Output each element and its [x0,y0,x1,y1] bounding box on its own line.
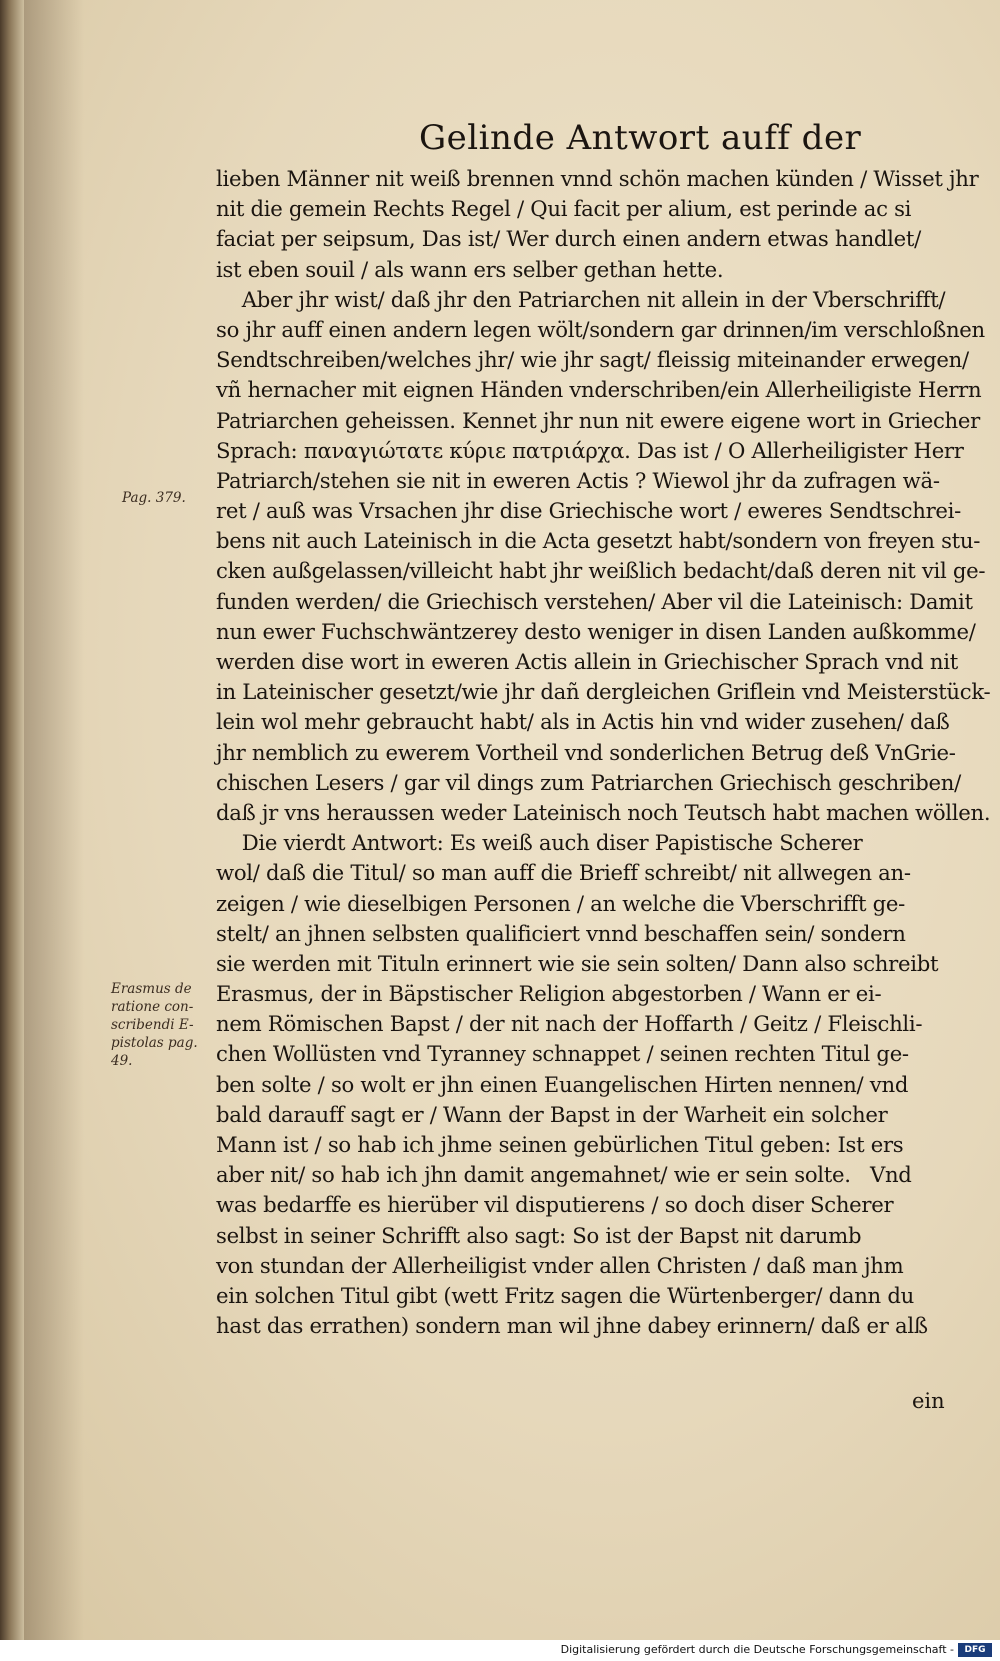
text-line: Sprach: παναγιώτατε κύριε πατριάρχα. Das ist / O Allerheiligister Herr [216,437,964,463]
text-line: bald darauff sagt er / Wann der Bapst in der Warheit ein solcher [216,1101,888,1127]
text-line: funden werden/ die Griechisch verstehen/ Aber vil die Lateinisch: Damit [216,588,973,614]
text-line: ein solchen Titul gibt (wett Fritz sagen die Würtenberger/ dann du [216,1282,914,1308]
text-line: selbst in seiner Schrifft also sagt: So ist der Bapst nit darumb [216,1222,862,1248]
text-line: Mann ist / so hab ich jhme seinen gebürlichen Titul geben: Ist ers [216,1132,904,1157]
text-line: sie werden mit Tituln erinnert wie sie sein solten/ Dann also schreibt [216,950,939,976]
text-line: Patriarchen geheissen. Kennet jhr nun nit ewere eigene wort in Griecher [216,407,980,433]
text-line: Erasmus, der in Bäpstischer Religion abgestorben / Wann er ei- [216,981,882,1007]
page-gutter-shadow [24,0,84,1640]
text-line: so jhr auff einen andern legen wölt/sondern gar drinnen/im verschloßnen [216,316,985,342]
text-line: daß jr vns heraussen weder Lateinisch noch Teutsch habt machen wöllen. [216,799,991,825]
text-line: cken außgelassen/villeicht habt jhr weißlich bedacht/daß deren nit vil ge- [216,558,986,584]
text-line: nun ewer Fuchschwäntzerey desto weniger in disen Landen außkomme/ [216,618,976,644]
text-line: in Lateinischer gesetzt/wie jhr dañ dergleichen Griflein vnd Meisterstück- [216,679,991,705]
margin-note-page-ref: Pag. 379. [122,490,186,506]
text-line: Die vierdt Antwort: Es weiß auch diser Papistische Scherer [216,830,863,856]
text-line: jhr nemblich zu ewerem Vortheil vnd sonderlichen Betrug deß VnGrie- [216,739,956,765]
text-line: stelt/ an jhnen selbsten qualificiert vnnd beschaffen sein/ sondern [216,920,906,946]
text-line: nit die gemein Rechts Regel / Qui facit per alium, est perinde ac si [216,196,912,222]
text-line: hast das errathen) sondern man wil jhne dabey erinnern/ daß er alß [216,1313,928,1339]
text-line: wol/ daß die Titul/ so man auff die Brieff schreibt/ nit allwegen an- [216,860,911,886]
text-line: lieben Männer nit weiß brennen vnnd schön machen künden / Wisset jhr [216,166,979,191]
book-spine [0,0,24,1640]
text-line: zeigen / wie dieselbigen Personen / an welche die Vberschrifft ge- [216,890,906,916]
text-line: aber nit/ so hab ich jhn damit angemahnet/ wie er sein solte. Vnd [216,1162,912,1188]
text-line: bens nit auch Lateinisch in die Acta gesetzt habt/sondern von freyen stu- [216,528,981,554]
catchword: ein [912,1389,945,1413]
text-line: faciat per seipsum, Das ist/ Wer durch einen andern etwas handlet/ [216,226,921,252]
text-line: ret / auß was Vrsachen jhr dise Griechische wort / eweres Sendtschrei- [216,498,961,524]
text-line: was bedarffe es hierüber vil disputierens / so doch diser Scherer [216,1192,894,1218]
text-line: chischen Lesers / gar vil dings zum Patriarchen Griechisch geschriben/ [216,769,961,795]
text-line: chen Wollüsten vnd Tyranney schnappet / seinen rechten Titul ge- [216,1041,909,1067]
text-line: ist eben souil / als wann ers selber gethan hette. [216,256,724,282]
text-line: nem Römischen Bapst / der nit nach der Hoffarth / Geitz / Fleischli- [216,1011,923,1037]
text-line: ben solte / so wolt er jhn einen Euangelischen Hirten nennen/ vnd [216,1071,909,1097]
text-line: vñ hernacher mit eignen Händen vnderschriben/ein Allerheiligiste Herrn [216,377,982,403]
text-line: von stundan der Allerheiligist vnder allen Christen / daß man jhm [216,1252,904,1278]
text-line: Patriarch/stehen sie nit in eweren Actis ? Wiewol jhr da zufragen wä- [216,467,940,493]
body-text [216,164,991,1341]
running-head: Gelinde Antwort auff der [419,118,862,158]
text-line: Aber jhr wist/ daß jhr den Patriarchen nit allein in der Vberschrifft/ [216,286,946,312]
text-line: werden dise wort in eweren Actis allein in Griechischer Sprach vnd nit [216,649,958,674]
margin-note-erasmus: Erasmus de ratione con- scribendi E- pistolas pag. 49. [111,981,198,1069]
dfg-logo: DFG [958,1643,992,1657]
text-line: lein wol mehr gebraucht habt/ als in Actis hin vnd wider zusehen/ daß [216,709,950,735]
funding-notice: Digitalisierung gefördert durch die Deutsche Forschungsgemeinschaft - [560,1643,954,1656]
book-page [24,0,1000,1640]
footer-bar [0,1640,1000,1661]
text-line: Sendtschreiben/welches jhr/ wie jhr sagt/ fleissig miteinander erwegen/ [216,347,969,373]
